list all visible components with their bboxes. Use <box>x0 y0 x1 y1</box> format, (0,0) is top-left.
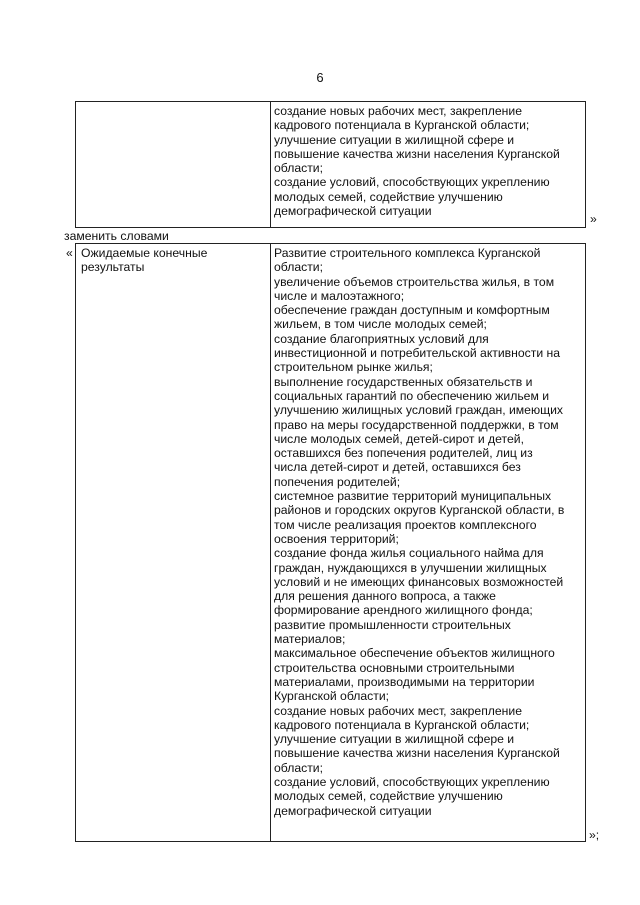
text-line: Курганской области; <box>274 689 390 704</box>
text-line: обеспечение граждан доступным и комфортным <box>274 303 550 318</box>
text-line: числе и малоэтажного; <box>274 288 405 303</box>
text-line: жильем, в том числе молодых семей; <box>274 317 487 332</box>
text-line: повышение качества жизни населения Курганской <box>274 146 560 161</box>
expected-results-cell <box>274 246 564 818</box>
text-line: создание благоприятных условий для <box>274 331 489 346</box>
text-line: молодых семей, содействие улучшению <box>274 189 503 204</box>
text-line: числа детей-сирот и детей, оставшихся без <box>274 460 521 475</box>
text-line: материалов; <box>274 632 346 647</box>
text-line: создание фонда жилья социального найма для <box>274 546 544 561</box>
replace-instruction: заменить словами <box>64 229 169 243</box>
text-line: повышение качества жизни населения Курганской <box>274 746 560 761</box>
text-line: кадрового потенциала в Курганской области; <box>274 717 530 732</box>
text-line: формирование арендного жилищного фонда; <box>274 603 533 618</box>
text-line: освоения территорий; <box>274 531 399 546</box>
text-line: том числе реализация проектов комплексного <box>274 517 537 532</box>
text-line: социальных гарантий по обеспечению жильем и <box>274 388 550 403</box>
text-line: улучшение ситуации в жилищной сфере и <box>274 132 515 147</box>
text-line: области; <box>274 260 323 275</box>
text-line: системное развитие территорий муниципальных <box>274 489 552 504</box>
text-line: улучшение ситуации в жилищной сфере и <box>274 732 515 747</box>
text-line: создание новых рабочих мест, закрепление <box>274 104 523 118</box>
closing-quote-semicolon: »; <box>589 828 600 842</box>
text-line: инвестиционной и потребительской активности на <box>274 346 561 361</box>
text-line: демографической ситуации <box>274 803 432 818</box>
opening-quote: « <box>66 246 73 260</box>
row-header-cell <box>81 246 207 275</box>
header-line: результаты <box>81 260 145 275</box>
text-line: области; <box>274 161 323 176</box>
page-number: 6 <box>316 70 324 85</box>
text-line: право на меры государственной поддержки, в том <box>274 417 559 432</box>
text-line: создание условий, способствующих укреплению <box>274 774 550 789</box>
text-line: создание новых рабочих мест, закрепление <box>274 703 523 718</box>
header-line: Ожидаемые конечные <box>81 246 208 260</box>
text-line: числе молодых семей, детей-сирот и детей, <box>274 431 524 446</box>
text-line: максимальное обеспечение объектов жилищного <box>274 646 555 661</box>
text-line: строительном рынке жилья; <box>274 360 433 375</box>
closing-quote: » <box>590 212 597 226</box>
text-line: Развитие строительного комплекса Курганской <box>274 246 541 260</box>
text-line: развитие промышленности строительных <box>274 617 511 632</box>
text-line: кадрового потенциала в Курганской области; <box>274 118 530 133</box>
text-line: граждан, нуждающихся в улучшении жилищных <box>274 560 547 575</box>
previous-text-table <box>75 101 586 228</box>
previous-text-cell <box>274 104 560 218</box>
text-line: попечения родителей; <box>274 474 401 489</box>
text-line: выполнение государственных обязательств и <box>274 374 533 389</box>
text-line: строительства основными строительными <box>274 660 515 675</box>
text-line: районов и городских округов Курганской области, в <box>274 503 565 518</box>
text-line: демографической ситуации <box>274 204 432 219</box>
replacement-text-table <box>75 243 586 842</box>
text-line: улучшению жилищных условий граждан, имеющих <box>274 403 564 418</box>
text-line: условий и не имеющих финансовых возможностей <box>274 574 564 589</box>
column-divider <box>270 244 271 841</box>
text-line: области; <box>274 760 323 775</box>
column-divider <box>270 102 271 227</box>
text-line: создание условий, способствующих укреплению <box>274 175 550 190</box>
text-line: материалами, производимыми на территории <box>274 674 535 689</box>
text-line: молодых семей, содействие улучшению <box>274 789 503 804</box>
text-line: для решения данного вопроса, а также <box>274 589 496 604</box>
text-line: увеличение объемов строительства жилья, в том <box>274 274 555 289</box>
text-line: оставшихся без попечения родителей, лиц из <box>274 446 533 461</box>
